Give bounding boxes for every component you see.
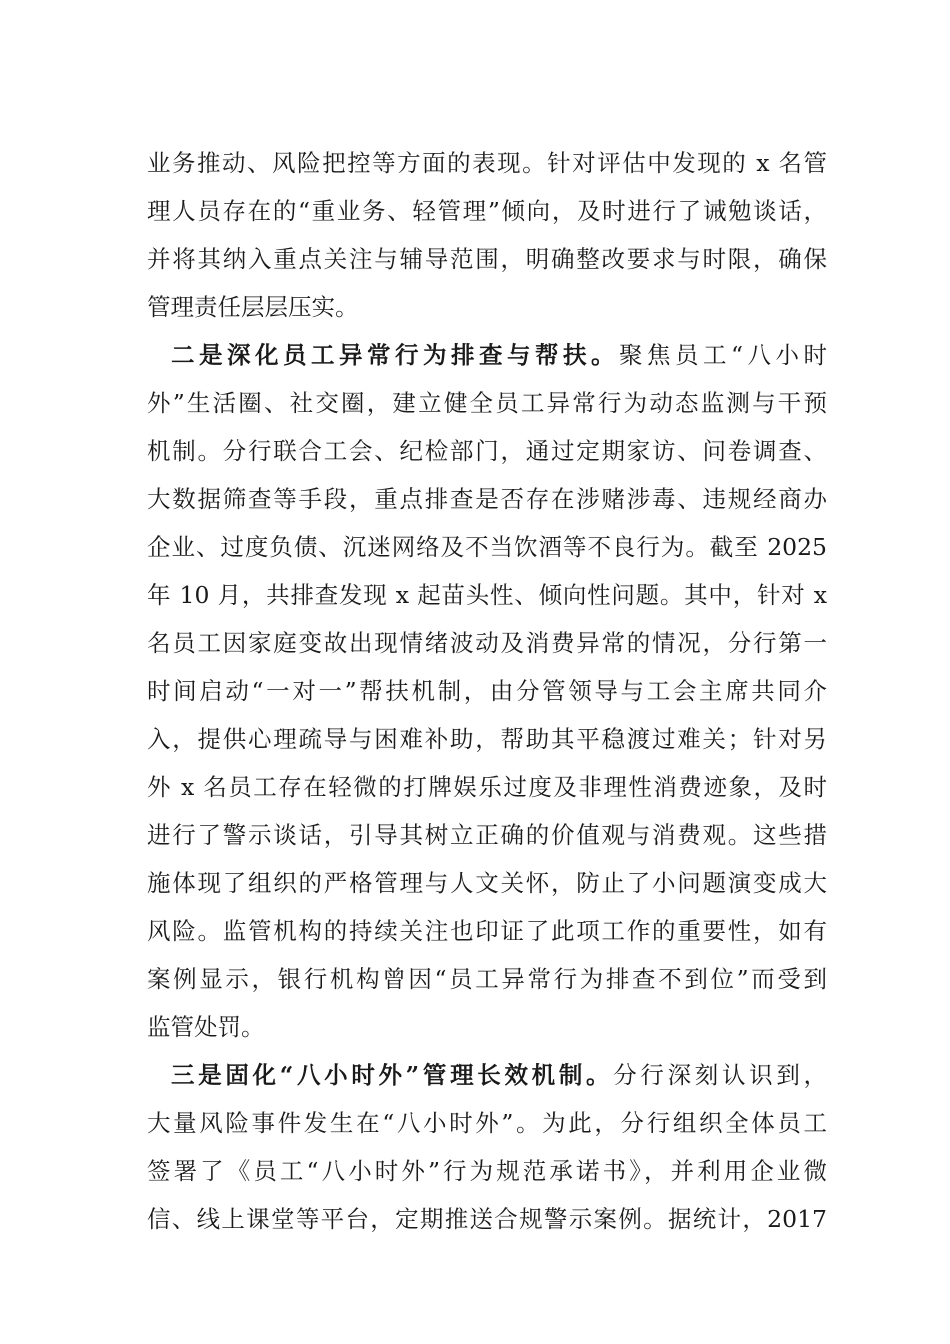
text-line: 案例显示，银行机构曾因“员工异常行为排查不到位”而受到 (147, 965, 827, 993)
text-line: 大数据筛查等手段，重点排查是否存在涉赌涉毒、违规经商办 (147, 485, 827, 513)
text-span: 分行深刻认识到， (613, 1061, 828, 1089)
section-heading: 三是固化“八小时外”管理长效机制。 (171, 1061, 614, 1089)
text-line: 年 10 月，共排查发现 x 起苗头性、倾向性问题。其中，针对 x (147, 581, 827, 609)
text-line: 机制。分行联合工会、纪检部门，通过定期家访、问卷调查、 (147, 437, 827, 465)
text-line: 进行了警示谈话，引导其树立正确的价值观与消费观。这些措 (147, 821, 827, 849)
text-line: 管理责任层层压实。 (147, 293, 359, 321)
text-line: 外 x 名员工存在轻微的打牌娱乐过度及非理性消费迹象，及时 (147, 773, 827, 801)
text-line: 入，提供心理疏导与困难补助，帮助其平稳渡过难关；针对另 (147, 725, 827, 753)
text-line: 名员工因家庭变故出现情绪波动及消费异常的情况，分行第一 (147, 629, 827, 657)
text-line: 大量风险事件发生在“八小时外”。为此，分行组织全体员工 (147, 1109, 827, 1137)
text-line: 理人员存在的“重业务、轻管理”倾向，及时进行了诫勉谈话， (147, 197, 827, 225)
paragraph-first-line (171, 335, 827, 375)
text-line: 施体现了组织的严格管理与人文关怀，防止了小问题演变成大 (147, 869, 827, 897)
text-line: 并将其纳入重点关注与辅导范围，明确整改要求与时限，确保 (147, 245, 827, 273)
text-line: 签署了《员工“八小时外”行为规范承诺书》，并利用企业微 (147, 1157, 827, 1185)
text-line: 企业、过度负债、沉迷网络及不当饮酒等不良行为。截至 2025 (147, 533, 827, 561)
text-span: 聚焦员工“八小时 (619, 341, 828, 369)
text-line: 时间启动“一对一”帮扶机制，由分管领导与工会主席共同介 (147, 677, 827, 705)
text-line: 业务推动、风险把控等方面的表现。针对评估中发现的 x 名管 (147, 149, 827, 177)
section-heading: 二是深化员工异常行为排查与帮扶。 (171, 341, 619, 369)
paragraph-first-line (171, 1055, 827, 1095)
text-line: 监管处罚。 (147, 1013, 265, 1041)
text-line: 风险。监管机构的持续关注也印证了此项工作的重要性，如有 (147, 917, 827, 945)
text-line: 信、线上课堂等平台，定期推送合规警示案例。据统计，2017 (147, 1205, 827, 1233)
text-line: 外”生活圈、社交圈，建立健全员工异常行为动态监测与干预 (147, 389, 827, 417)
